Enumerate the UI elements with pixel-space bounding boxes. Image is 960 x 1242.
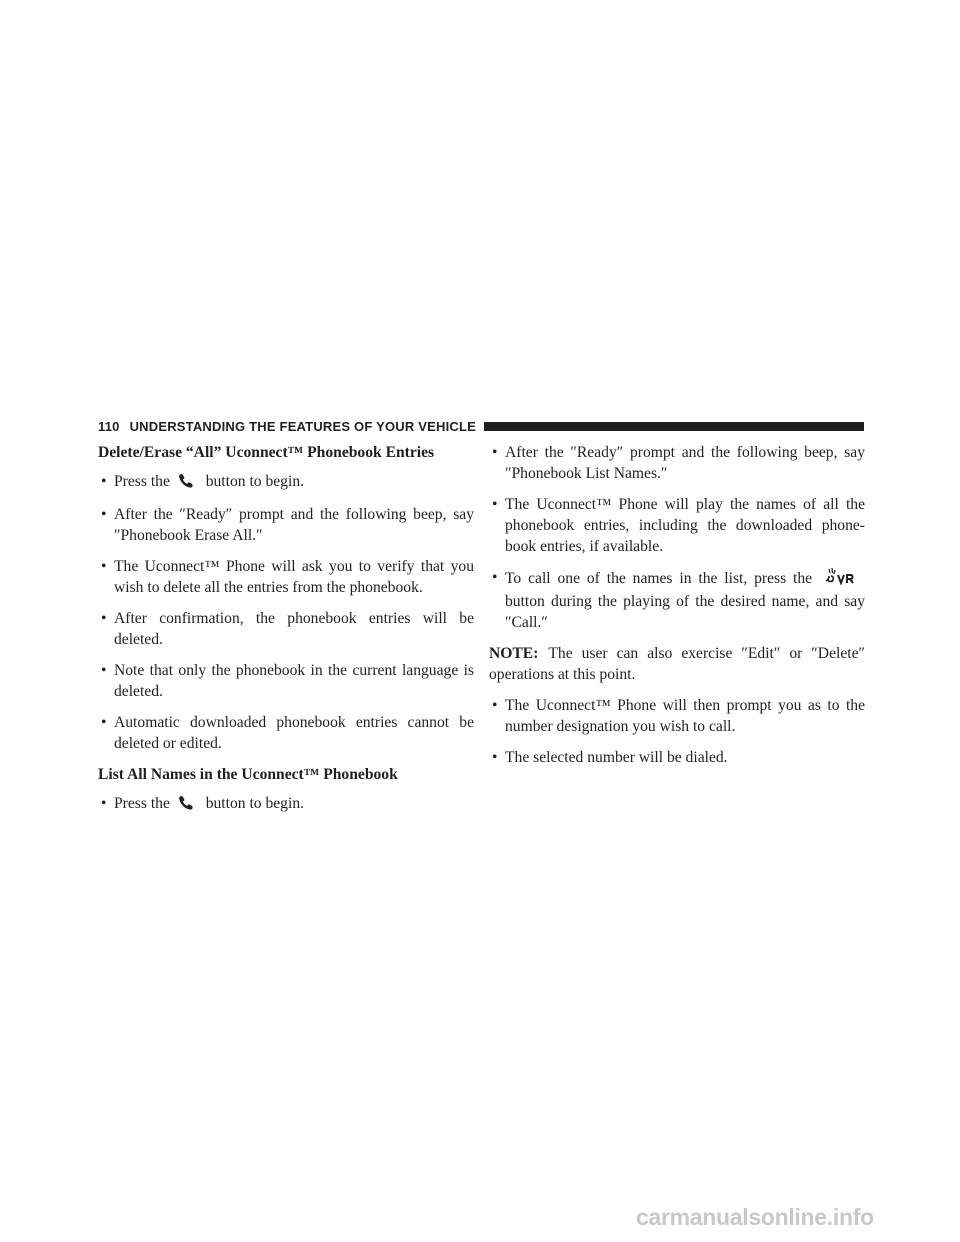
list-item: • After confirmation, the phonebook entries will be deleted. xyxy=(101,610,474,648)
bullet: • xyxy=(101,662,107,679)
list-item: • After the ″Ready″ prompt and the following beep, say ″Phonebook List Names.″ xyxy=(492,444,865,482)
bullet: • xyxy=(492,444,498,461)
note-text: The user can also exercise ″Edit″ or ″Delete″ operations at this point. xyxy=(489,645,865,683)
right-column xyxy=(489,442,865,778)
note-label: NOTE: xyxy=(489,645,539,662)
header-rule xyxy=(484,422,864,431)
page-header xyxy=(98,416,864,436)
list-item: • The Uconnect™ Phone will play the names of all the phonebook entries, including the downloaded phone-book entries, if available. xyxy=(492,496,865,555)
chapter-title: UNDERSTANDING THE FEATURES OF YOUR VEHICLE xyxy=(129,418,476,434)
bullet: • xyxy=(492,496,498,513)
list-item: • The selected number will be dialed. xyxy=(492,749,728,766)
bullet: • xyxy=(492,749,498,766)
list-item: • After the ″Ready″ prompt and the following beep, say ″Phonebook Erase All.″ xyxy=(101,506,474,544)
bullet: • xyxy=(101,473,107,490)
list-item: • The Uconnect™ Phone will ask you to verify that you wish to delete all the entries from the phonebook. xyxy=(101,558,474,596)
list-names-steps xyxy=(98,793,474,816)
delete-all-steps xyxy=(98,471,474,754)
left-column xyxy=(98,442,474,826)
bullet: • xyxy=(101,506,107,523)
voice-recognition-icon xyxy=(823,567,859,591)
section-title-delete-all: Delete/Erase “All” Uconnect™ Phonebook Entries xyxy=(98,444,435,461)
list-item: • Note that only the phonebook in the current language is deleted. xyxy=(101,662,474,700)
bullet: • xyxy=(101,558,107,575)
bullet: • xyxy=(101,795,107,812)
note-paragraph xyxy=(489,643,865,685)
bullet: • xyxy=(101,714,107,731)
list-names-steps-continued xyxy=(489,442,865,633)
list-item: • The Uconnect™ Phone will then prompt you as to the number designation you wish to call. xyxy=(492,697,865,735)
bullet: • xyxy=(492,569,498,586)
page-number: 110 xyxy=(98,418,120,434)
watermark-logo: carmanualsonline.info xyxy=(636,1204,874,1230)
list-item: • Press the button to begin. xyxy=(98,793,474,816)
list-item: • Automatic downloaded phonebook entries cannot be deleted or edited. xyxy=(101,714,474,752)
section-title-list-names: List All Names in the Uconnect™ Phonebook xyxy=(98,766,398,783)
list-item: • Press the button to begin. xyxy=(98,471,474,494)
call-steps xyxy=(489,695,865,768)
bullet: • xyxy=(101,610,107,627)
phone-icon xyxy=(178,473,196,494)
bullet: • xyxy=(492,697,498,714)
list-item: • To call one of the names in the list, press the button during the playing of the desired name, and say ″Call.″ xyxy=(492,569,865,631)
phone-icon xyxy=(178,795,196,816)
